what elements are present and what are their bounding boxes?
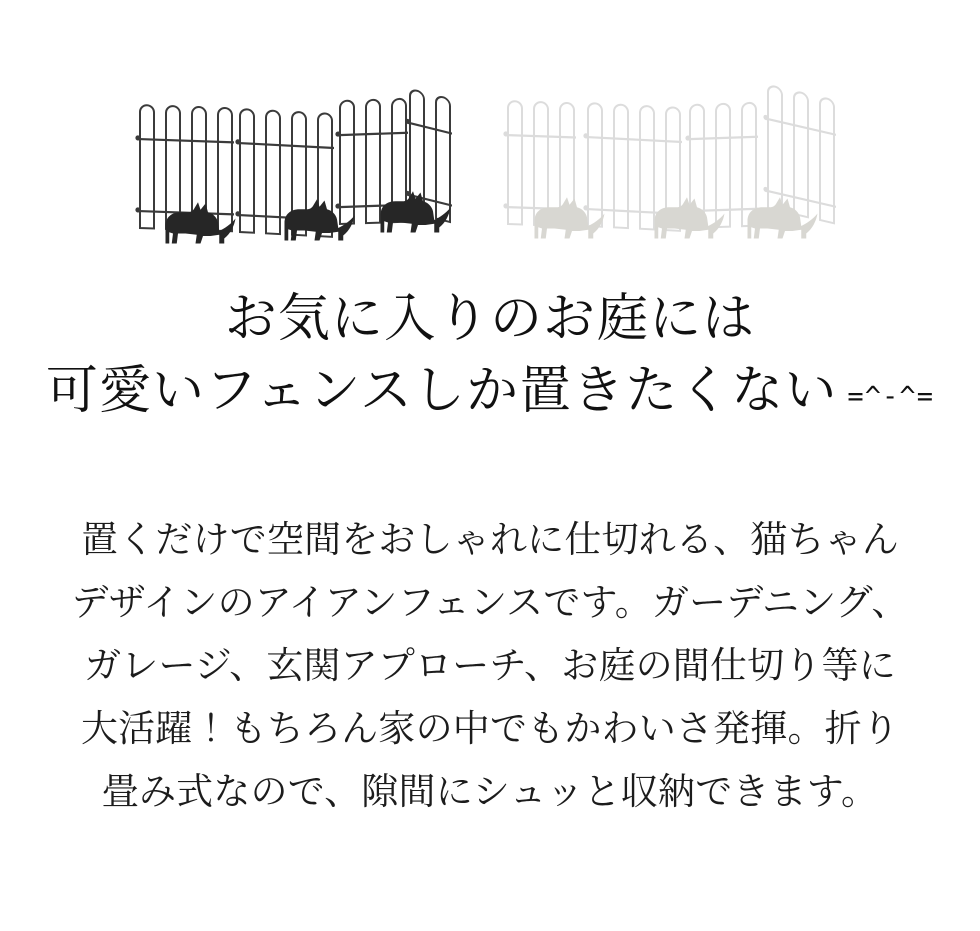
- headline-line-1: お気に入りのお庭には: [224, 291, 756, 348]
- cat-kaomoji: =^-^=: [847, 380, 935, 412]
- body-line: デザインのアイアンフェンスです。ガーデニング、: [71, 582, 909, 623]
- body-line: 置くだけで空間をおしゃれに仕切れる、猫ちゃん: [80, 519, 900, 560]
- fence-dark-group: [135, 88, 452, 244]
- headline-line-2: [0, 360, 980, 429]
- body-line: 大活躍！もちろん家の中でもかわいさ発揮。折り: [80, 708, 900, 749]
- cat-silhouette-dark-2: [285, 199, 355, 240]
- page-title: [0, 288, 980, 429]
- fence-light-group: [503, 84, 836, 239]
- folding-cat-fence-illustration: [0, 38, 980, 248]
- cat-silhouette-dark-1: [166, 202, 236, 243]
- cat-silhouette-light-1: [535, 197, 605, 238]
- body-line: ガレージ、玄関アプローチ、お庭の間仕切り等に: [84, 645, 896, 686]
- body-line: 畳み式なので、隙間にシュッと収納できます。: [101, 771, 879, 812]
- product-description-text: [0, 508, 980, 823]
- headline-line-2-text: 可愛いフェンスしか置きたくない: [45, 363, 838, 420]
